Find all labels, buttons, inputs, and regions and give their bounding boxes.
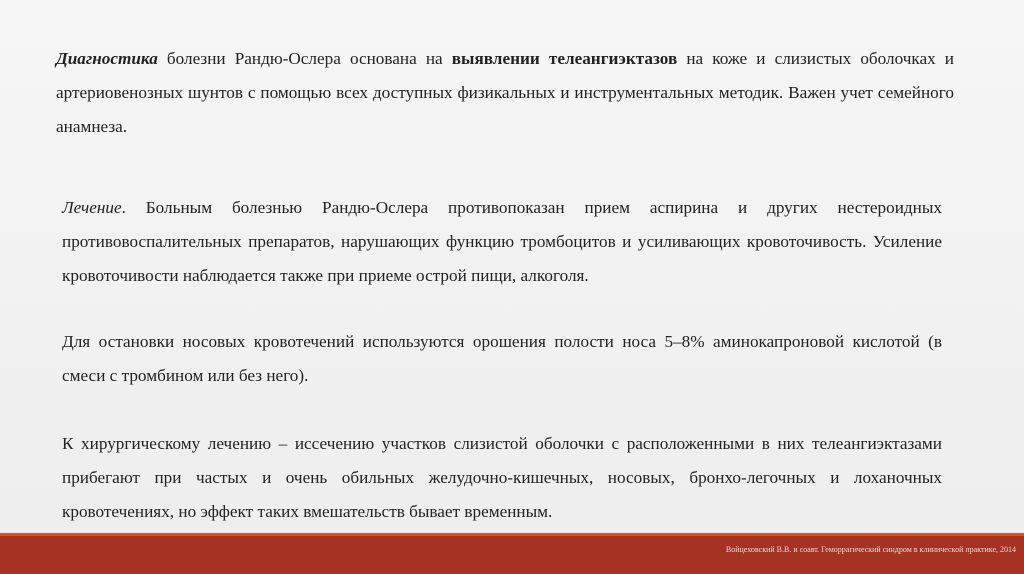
diagnostics-emphasis: выявлении телеангиэктазов bbox=[451, 49, 678, 68]
treatment-paragraph bbox=[62, 191, 942, 293]
diagnostics-text-a: болезни Рандю-Ослера основана на bbox=[157, 49, 452, 68]
footer-bar bbox=[0, 536, 1024, 574]
footer-citation: Войцеховский В.В. и соавт. Геморрагический синдром в клинической практике, 2014 bbox=[725, 545, 1016, 554]
treatment-heading: Лечение bbox=[62, 198, 122, 217]
nosebleed-paragraph: Для остановки носовых кровотечений используются орошения полости носа 5–8% аминокапроновой кислотой (в смеси с тромбином или без него). bbox=[62, 332, 942, 385]
surgery-paragraph: К хирургическому лечению – иссечению участков слизистой оболочки с расположенными в них телеангиэктазами прибегают при частых и очень обильных желудочно-кишечных, носовых, бронхо-легочных и лоханочных кровотечениях, но эффект таких вмешательств бывает временным. bbox=[62, 434, 942, 521]
treatment-text: . Больным болезнью Рандю-Ослера противопоказан прием аспирина и других нестероидных противовоспалительных препаратов, нарушающих функцию тромбоцитов и усиливающих кровоточивость. Усиление кровоточивости наблюдается также при приеме острой пищи, алкоголя. bbox=[62, 198, 942, 285]
diagnostics-text-b: на коже и слизистых оболочках и артериовенозных шунтов с помощью всех доступных физикальных и инструментальных методик. Важен учет семейного анамнеза. bbox=[56, 49, 954, 136]
diagnostics-paragraph bbox=[56, 42, 954, 144]
diagnostics-heading: Диагностика bbox=[56, 49, 158, 68]
